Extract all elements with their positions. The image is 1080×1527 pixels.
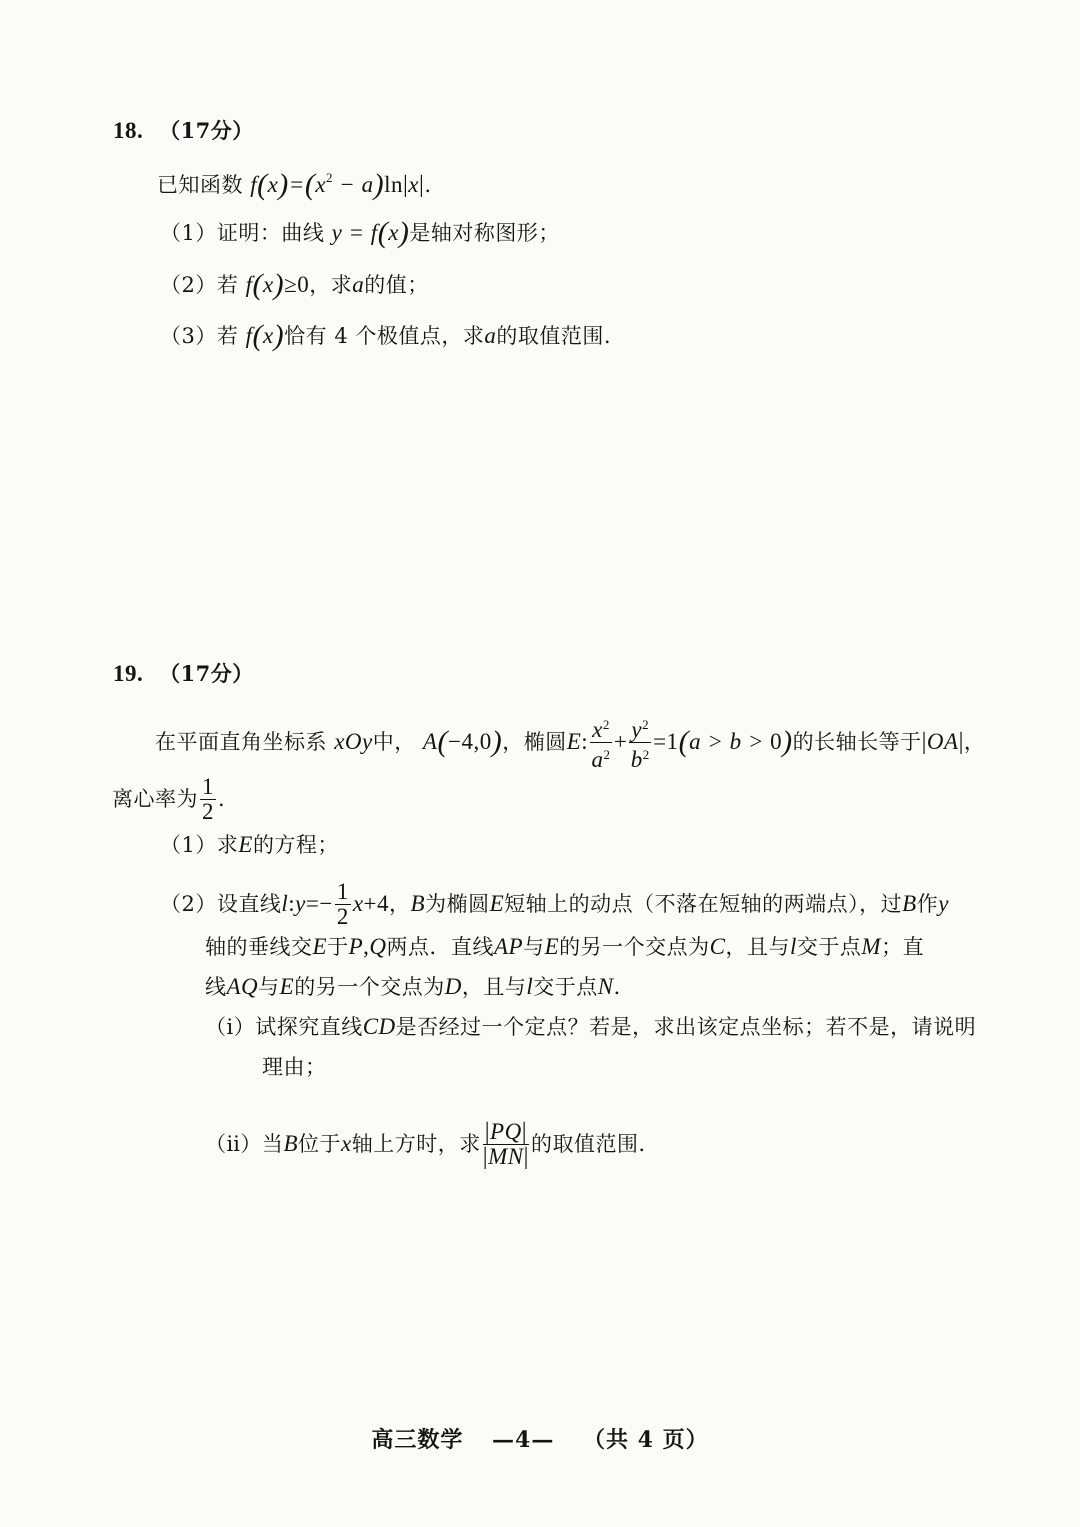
q19-header bbox=[113, 659, 254, 689]
q18-part1: （1）证明：曲线 y = f(x)是轴对称图形； bbox=[160, 216, 560, 249]
q18-number: 18. bbox=[113, 118, 144, 143]
q19-sub1-line2: 理由； bbox=[262, 1055, 327, 1079]
q18-part2: （2）若 f(x)≥0，求a的值； bbox=[160, 268, 429, 301]
q19-part2-line2: 轴的垂线交E于P,Q两点．直线AP与E的另一个交点为C，且与l交于点M；直 bbox=[205, 934, 925, 959]
q19-part2-line3: 线AQ与E的另一个交点为D，且与l交于点N． bbox=[205, 974, 636, 999]
q19-sub2: （ⅱ）当B位于x轴上方时，求 $\frac{|PQ|}{|MN|}$ 的取值范围． bbox=[205, 1119, 661, 1170]
q19-score: （17分） bbox=[159, 661, 254, 686]
q19-part1: （1）求E的方程； bbox=[160, 832, 339, 857]
q19-eccentricity: 离心率为 $\frac{1}{2}$ . bbox=[112, 774, 226, 824]
q18-function-formula: $f(x)=(x^2 - a)\ln|x|$ bbox=[250, 168, 425, 201]
q19-number: 19. bbox=[113, 661, 144, 686]
footer-total-pages: （共 4 页） bbox=[583, 1427, 709, 1453]
q19-stem: 在平面直角坐标系 xOy中， A(−4,0)，椭圆E: $\frac{x^2}{a^2}$ + $\frac{y^2}{b^2}$ =1(a > b > 0)的长轴长等于|OA|， bbox=[155, 714, 985, 773]
q18-header bbox=[113, 116, 254, 146]
q18-stem: 已知函数 $f(x)=(x^2 - a)\ln|x|$. bbox=[157, 168, 432, 201]
footer-subject: 高三数学 bbox=[371, 1427, 464, 1453]
q19-part2-line1: （2）设直线l:y=− $\frac{1}{2}$ x+4，B为椭圆E短轴上的动点（不落在短轴的两端点），过B作y bbox=[160, 879, 949, 929]
q19-sub1-line1: （ⅰ）试探究直线CD是否经过一个定点？若是，求出该定点坐标；若不是，请说明 bbox=[205, 1014, 977, 1039]
q18-score: （17分） bbox=[159, 118, 254, 143]
q18-part3: （3）若 f(x)恰有 4 个极值点，求a的取值范围. bbox=[160, 319, 612, 352]
footer-page-number: —4— bbox=[492, 1427, 555, 1453]
page-footer bbox=[0, 1423, 1080, 1454]
